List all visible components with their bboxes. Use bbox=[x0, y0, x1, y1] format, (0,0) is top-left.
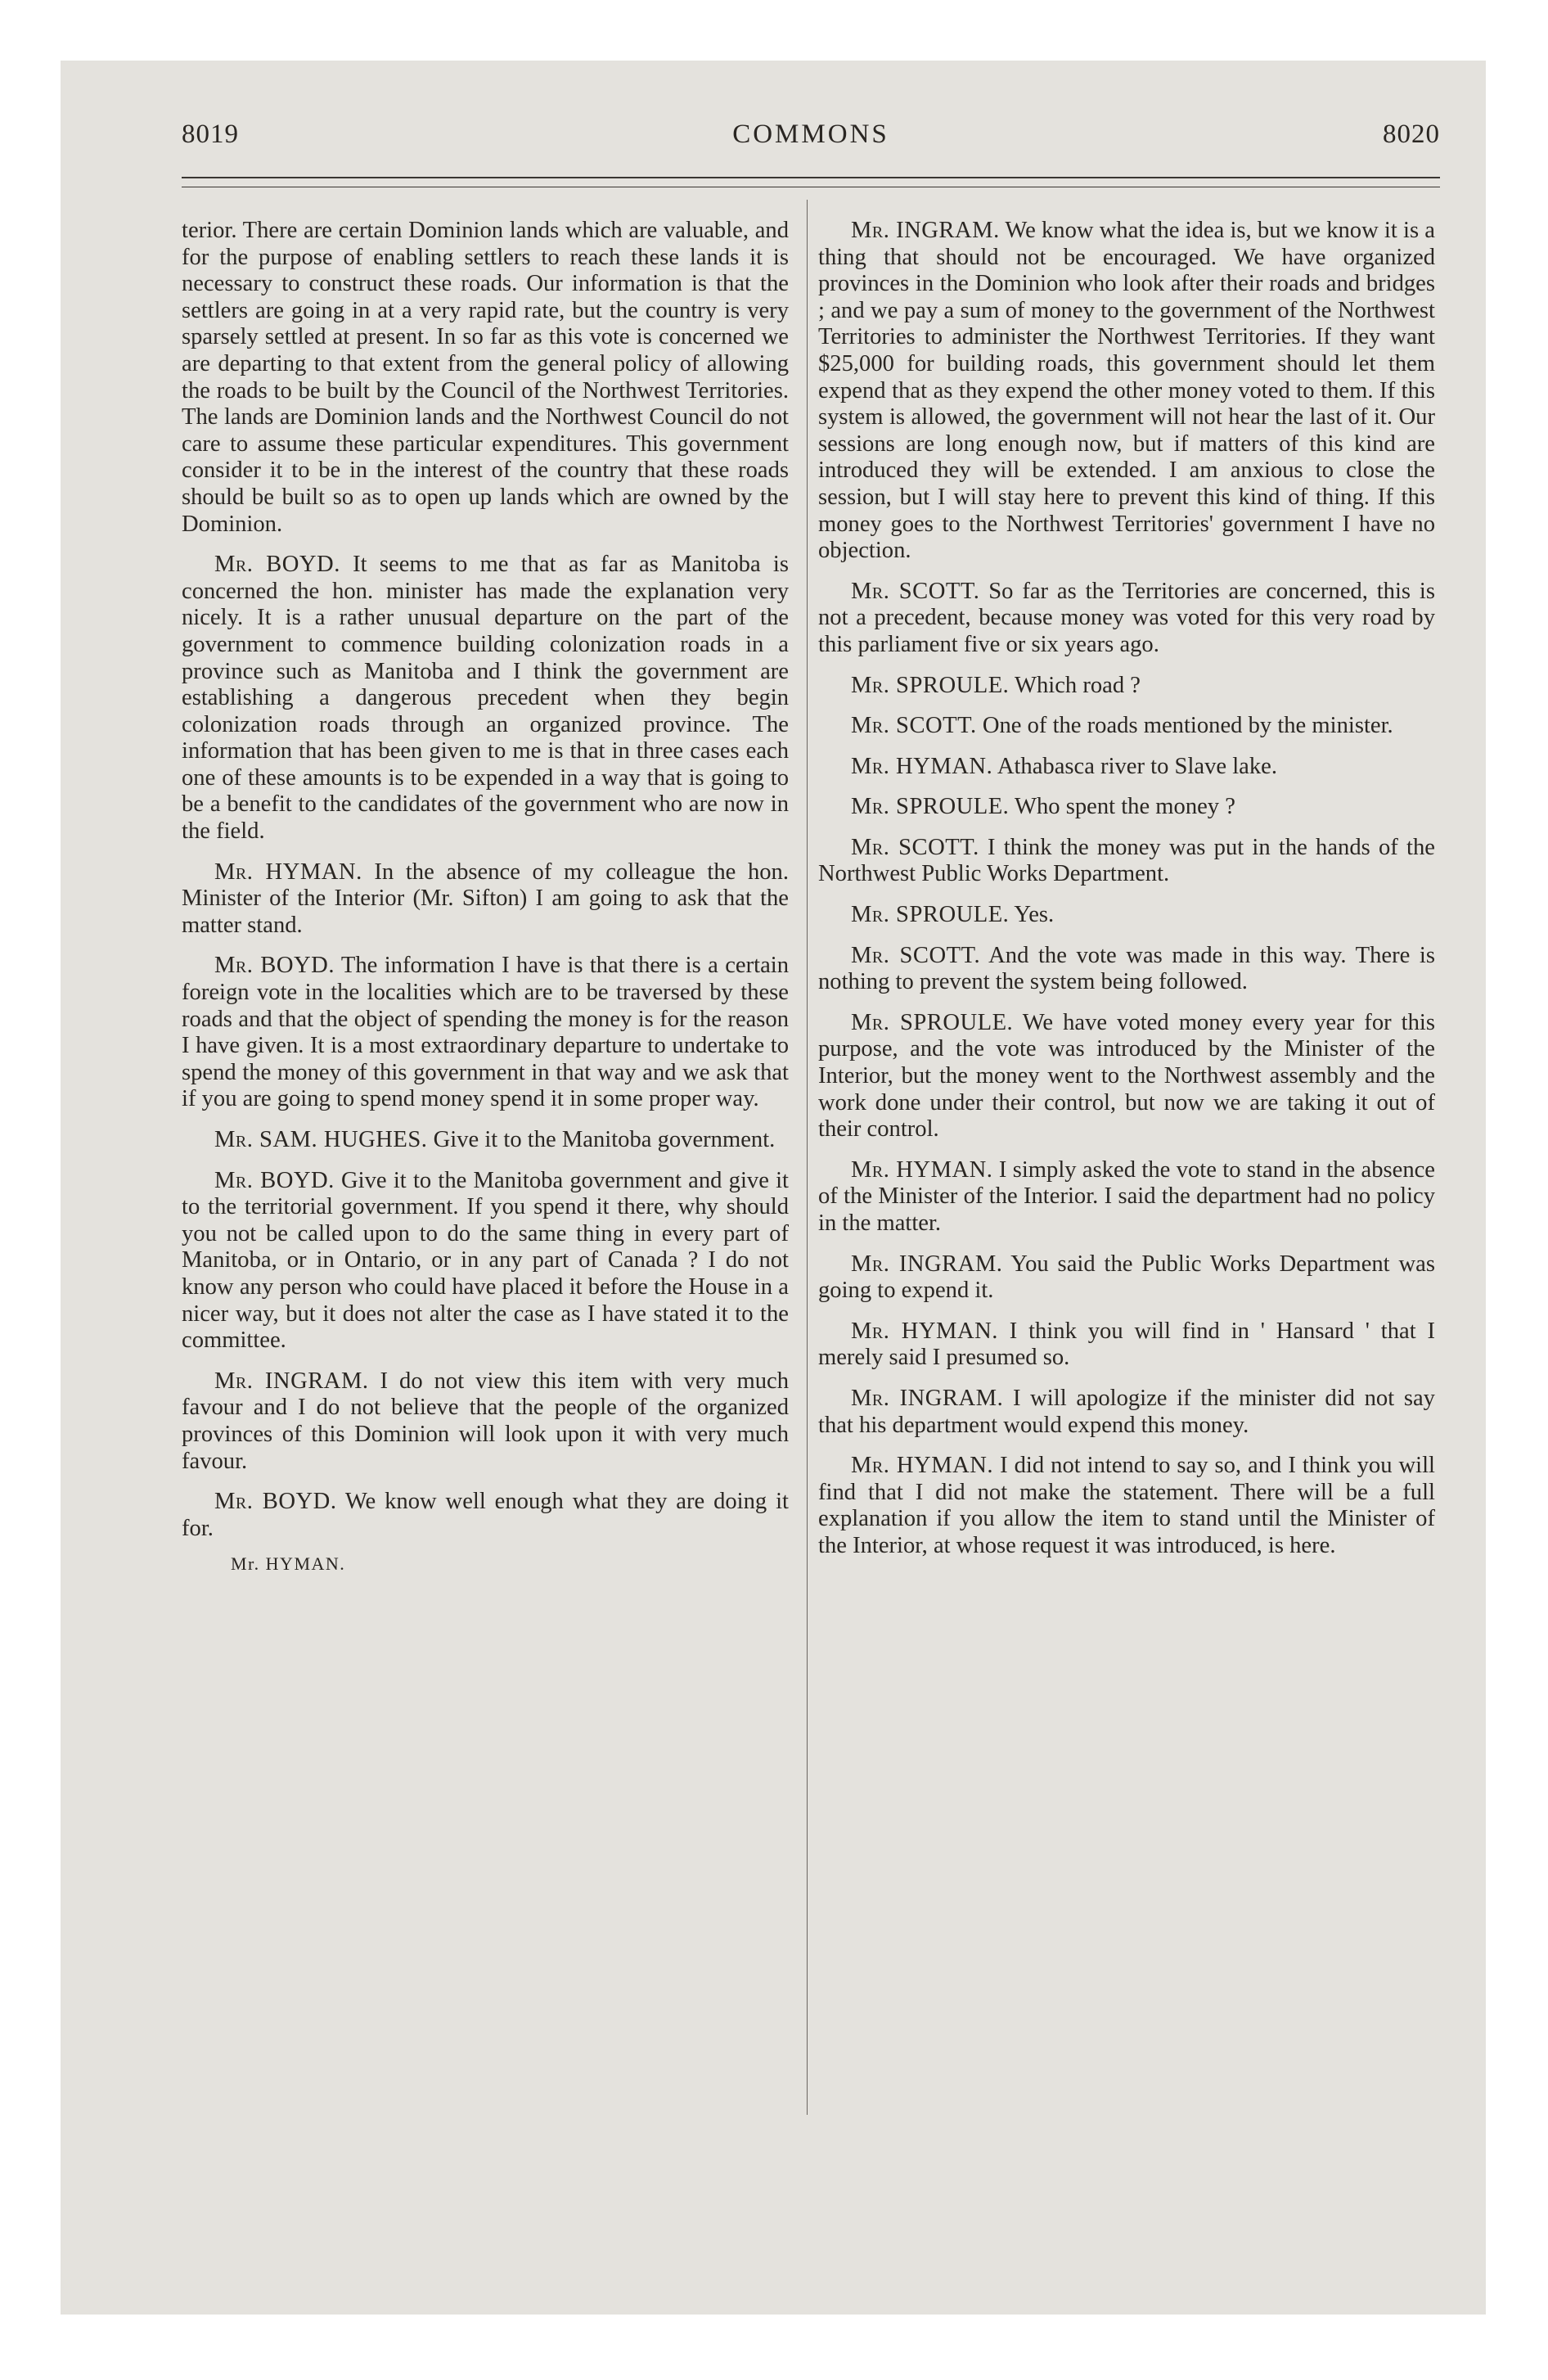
speech-paragraph bbox=[818, 1318, 1435, 1372]
speaker-name: Mr. SCOTT. bbox=[851, 834, 979, 860]
page-header bbox=[182, 119, 1440, 152]
column-divider bbox=[807, 200, 808, 2115]
speech-text: I did not intend to say so, and I think you will find that I did not make the statement. There will be a full explanation if you allow the item to stand until the Minister of the Interior, at whose request it was introduced, is here. bbox=[818, 1453, 1436, 1558]
speaker-name: Mr. HYMAN. bbox=[214, 859, 362, 885]
page-number-left: 8019 bbox=[182, 119, 239, 149]
speech-text: Give it to the Manitoba government. bbox=[433, 1127, 776, 1152]
paragraph-continued: terior. There are certain Dominion lands which are valuable, and for the purpose of enabling settlers to reach these lands it is necessary to construct these roads. Our information is that the settlers are going in at a very rapid rate, but the country is very sparsely settled at present. In so far as this vote is concerned we are departing to that extent from the general policy of allowing the roads to be built by the Council of the Northwest Territories. The lands are Dominion lands and the Northwest Council do not care to assume these particular expenditures. This government consider it to be in the interest of the country that these roads should be built so as to open up lands which are owned by the Dominion. bbox=[182, 218, 789, 537]
speaker-name: Mr. BOYD. bbox=[214, 1489, 337, 1515]
speech-text: The information I have is that there is a certain foreign vote in the localities which are to be traversed by these roads and that the object of spending the money is for the reason I have given. It is a most extraordinary departure to undertake to spend the money of this government in that way and we ask that if you are going to spend money spend it in some proper way. bbox=[182, 953, 789, 1112]
speech-paragraph bbox=[818, 218, 1435, 565]
speech-paragraph bbox=[182, 1368, 789, 1475]
speaker-name: Mr. BOYD. bbox=[214, 552, 340, 578]
speech-paragraph bbox=[818, 754, 1435, 781]
speech-paragraph bbox=[182, 552, 789, 845]
speaker-name: Mr. SPROULE. bbox=[851, 1009, 1014, 1035]
catchword: Mr. HYMAN. bbox=[231, 1553, 346, 1575]
speech-paragraph bbox=[818, 1386, 1435, 1439]
speech-text: So far as the Territories are concerned, this is not a precedent, because money was voted for this very road by this parliament five or six years ago. bbox=[818, 578, 1435, 657]
right-column bbox=[818, 218, 1435, 1574]
speech-paragraph bbox=[818, 1010, 1435, 1143]
speaker-name: Mr. INGRAM. bbox=[851, 1385, 1004, 1411]
speaker-name: Mr. HYMAN. bbox=[851, 753, 993, 779]
speech-paragraph bbox=[818, 902, 1435, 929]
speech-paragraph bbox=[818, 579, 1435, 659]
left-column bbox=[182, 218, 789, 1578]
speech-paragraph bbox=[818, 835, 1435, 888]
speech-paragraph bbox=[182, 859, 789, 940]
speech-paragraph bbox=[182, 1127, 789, 1154]
speech-text: One of the roads mentioned by the minister. bbox=[982, 713, 1393, 739]
speech-text: In the absence of my colleague the hon. Minister of the Interior (Mr. Sifton) I am going to ask that the matter stand. bbox=[182, 859, 790, 938]
speaker-name: Mr. HYMAN. bbox=[851, 1156, 993, 1183]
speech-text: We know what the idea is, but we know it is a thing that should not be encouraged. We have organized provinces in the Dominion who look after their roads and bridges ; and we pay a sum of money to the government of the Northwest Territories to administer the Northwest Territories. If they want $25,000 for building roads, this government should let them expend that as they expend the other money voted to them. If this system is allowed, the government will not hear the last of it. Our sessions are long enough now, but if matters of this kind are introduced they will be extended. I am anxious to close the session, but I will stay here to prevent this kind of thing. If this money goes to the Northwest Territories' government I have no objection. bbox=[818, 218, 1435, 564]
header-rule-top bbox=[182, 177, 1440, 178]
page-number-right: 8020 bbox=[1383, 119, 1440, 149]
speech-text: Who spent the money ? bbox=[1014, 794, 1235, 820]
speech-text: You said the Public Works Department was going to expend it. bbox=[818, 1251, 1435, 1304]
speaker-name: Mr. SPROULE. bbox=[851, 672, 1010, 698]
speech-text: Athabasca river to Slave lake. bbox=[997, 753, 1278, 779]
speaker-name: Mr. INGRAM. bbox=[851, 218, 1000, 243]
speaker-name: Mr. HYMAN. bbox=[851, 1318, 998, 1344]
speech-text: We know well enough what they are doing it for. bbox=[182, 1489, 789, 1541]
speech-text: Give it to the Manitoba government and give it to the territorial government. If you spend it there, why should you not be called upon to do the same thing in every part of Manitoba, or in Ontario, or in any part of Canada ? I do not know any person who could have placed it before the House in a nicer way, but it does not alter the case as I have stated it to the committee. bbox=[182, 1167, 789, 1354]
speaker-name: Mr. SAM. HUGHES. bbox=[214, 1127, 428, 1152]
speaker-name: Mr. HYMAN. bbox=[851, 1453, 994, 1479]
speech-text: I do not view this item with very much favour and I do not believe that the people of the organized provinces of this Dominion will look upon it with very much favour. bbox=[182, 1368, 789, 1474]
speech-text: Yes. bbox=[1014, 902, 1055, 928]
speaker-name: Mr. SCOTT. bbox=[851, 578, 980, 604]
speech-text: I will apologize if the minister did not say that his department would expend this money. bbox=[818, 1385, 1435, 1438]
speech-paragraph bbox=[182, 1168, 789, 1355]
speech-paragraph bbox=[818, 713, 1435, 740]
speech-paragraph bbox=[818, 794, 1435, 821]
speaker-name: Mr. BOYD. bbox=[214, 953, 335, 979]
speaker-name: Mr. SCOTT. bbox=[851, 942, 981, 968]
speech-text: I think you will find in ' Hansard ' that I merely said I presumed so. bbox=[818, 1318, 1436, 1371]
speech-paragraph bbox=[818, 943, 1435, 996]
speech-text: I think the money was put in the hands of the Northwest Public Works Department. bbox=[818, 834, 1435, 887]
speech-paragraph bbox=[182, 953, 789, 1113]
speech-paragraph bbox=[818, 1157, 1435, 1237]
speaker-name: Mr. INGRAM. bbox=[214, 1368, 369, 1394]
speech-paragraph bbox=[818, 673, 1435, 700]
speaker-name: Mr. SPROULE. bbox=[851, 902, 1010, 928]
speech-text: I simply asked the vote to stand in the absence of the Minister of the Interior. I said the department had no policy in the matter. bbox=[818, 1156, 1436, 1236]
speech-text: Which road ? bbox=[1014, 672, 1141, 698]
speech-text: And the vote was made in this way. There is nothing to prevent the system being followed. bbox=[818, 942, 1435, 995]
speech-paragraph bbox=[818, 1251, 1435, 1305]
speaker-name: Mr. BOYD. bbox=[214, 1167, 335, 1193]
speech-text: It seems to me that as far as Manitoba is concerned the hon. minister has made the explanation very nicely. It is a rather unusual departure on the part of the government to commence building colonization roads in a province such as Manitoba and I think the government are establishing a dangerous precedent when they begin colonization roads through an organized province. The information that has been given to me is that in three cases each one of these amounts is to be expended in a way that is going to be a benefit to the candidates of the government who are now in the field. bbox=[182, 552, 790, 845]
speaker-name: Mr. SCOTT. bbox=[851, 713, 977, 739]
speech-paragraph bbox=[182, 1489, 789, 1542]
speaker-name: Mr. SPROULE. bbox=[851, 794, 1010, 820]
speaker-name: Mr. INGRAM. bbox=[851, 1251, 1003, 1277]
speech-text: We have voted money every year for this purpose, and the vote was introduced by the Minister of the Interior, but the money went to the Northwest assembly and the work done under their control, but now we are taking it out of their control. bbox=[818, 1009, 1435, 1143]
speech-paragraph bbox=[818, 1453, 1435, 1559]
running-title: COMMONS bbox=[732, 119, 889, 149]
